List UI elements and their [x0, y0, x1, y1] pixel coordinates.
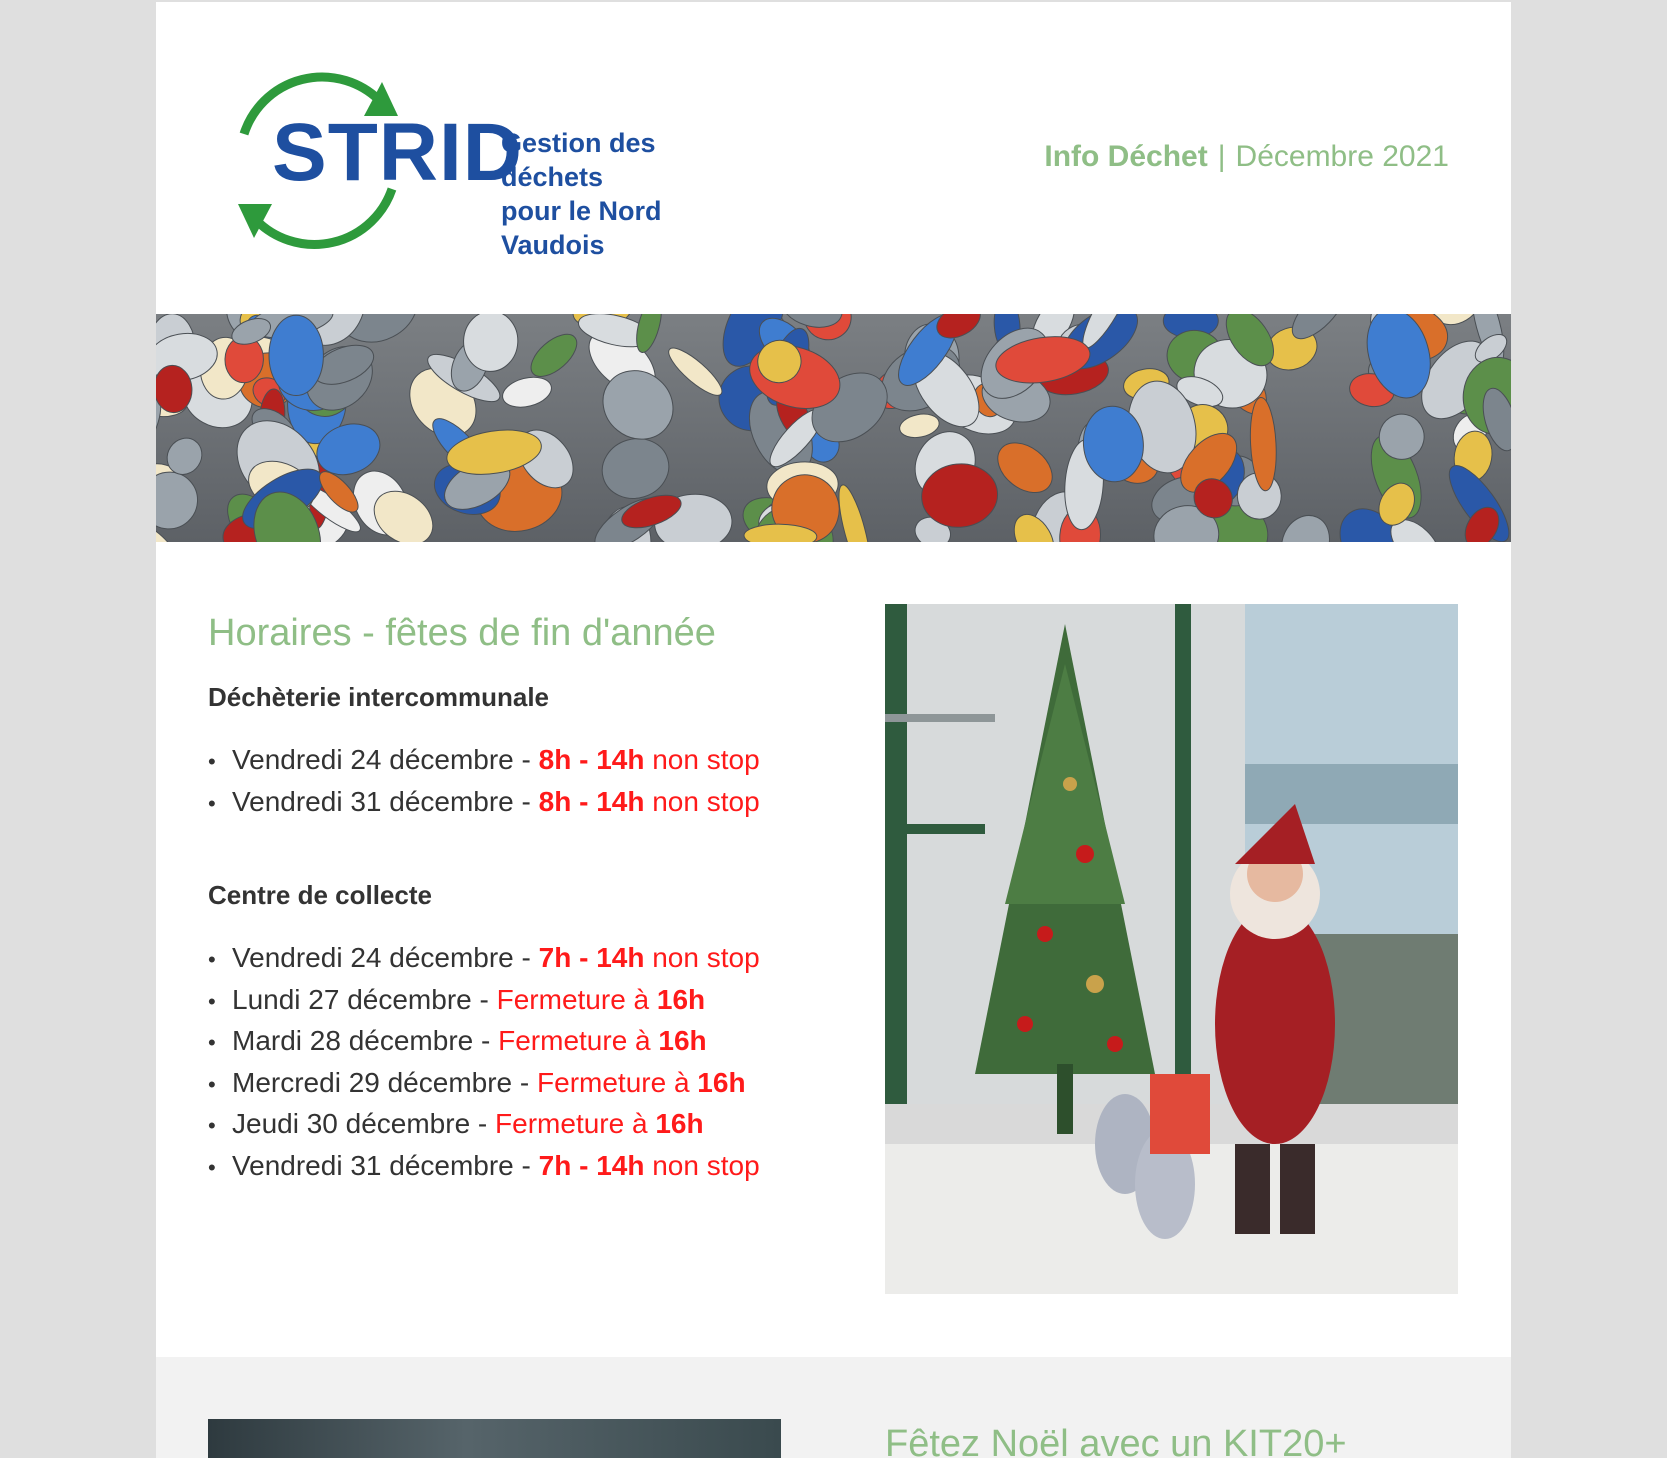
schedule-day: Jeudi 30 décembre	[232, 1108, 471, 1139]
issue-separator: |	[1217, 140, 1226, 173]
newsletter-page	[156, 2, 1511, 1458]
logo-wordmark: STRID	[272, 107, 523, 198]
schedule-note: Fermeture à	[498, 1025, 659, 1056]
schedule-day: Mardi 28 décembre	[232, 1025, 474, 1056]
schedule-note: non stop	[644, 785, 760, 817]
decheterie-schedule-list	[208, 740, 760, 823]
schedule-sep: -	[513, 942, 539, 973]
schedule-day: Vendredi 31 décembre	[232, 1149, 514, 1181]
logo-tagline	[501, 126, 734, 262]
schedule-day: Lundi 27 décembre	[232, 983, 472, 1015]
bullet-icon: •	[208, 749, 216, 774]
cans-banner-image	[156, 314, 1511, 542]
schedule-hours: 7h - 14h	[538, 1149, 645, 1181]
schedule-sep: -	[513, 744, 539, 775]
group-title-decheterie: Déchèterie intercommunale	[208, 682, 550, 712]
christmas-scene-picture	[885, 604, 1458, 1294]
schedule-sep: -	[513, 1149, 539, 1181]
schedule-sep: -	[512, 1066, 538, 1098]
schedule-hours: 16h	[656, 983, 706, 1015]
issue-label	[1044, 140, 1449, 174]
section-title: Horaires - fêtes de fin d'année	[208, 612, 716, 654]
kit-section-image	[208, 1419, 781, 1458]
schedule-hours: 16h	[658, 1025, 707, 1056]
crushed-cans-picture	[156, 314, 1511, 542]
schedule-day: Mercredi 29 décembre	[232, 1066, 513, 1098]
bullet-icon: •	[208, 1071, 216, 1097]
schedule-sep: -	[473, 1025, 499, 1056]
schedule-item	[208, 740, 760, 782]
schedule-hours: 7h - 14h	[538, 942, 645, 973]
holiday-hours-section	[156, 542, 1511, 1357]
schedule-note: non stop	[644, 942, 760, 973]
bullet-icon: •	[208, 947, 216, 972]
schedule-hours: 16h	[697, 1066, 746, 1098]
schedule-day: Vendredi 24 décembre	[232, 744, 514, 775]
schedule-day: Vendredi 31 décembre	[232, 785, 514, 817]
centre-collecte-schedule-list	[208, 938, 760, 1187]
kit-section	[156, 1357, 1511, 1458]
logo-tagline-line1: Gestion des déchets	[501, 128, 656, 192]
christmas-tree-photo	[885, 604, 1458, 1294]
strid-logo[interactable]	[214, 64, 734, 260]
schedule-day: Vendredi 24 décembre	[232, 942, 514, 973]
bullet-icon: •	[208, 988, 216, 1014]
logo-tagline-line2: pour le Nord Vaudois	[501, 196, 662, 260]
schedule-sep: -	[513, 785, 539, 817]
schedule-note: Fermeture à	[537, 1066, 698, 1098]
schedule-item	[208, 1021, 760, 1063]
schedule-item	[208, 938, 760, 980]
schedule-hours: 8h - 14h	[538, 785, 645, 817]
schedule-sep: -	[471, 983, 497, 1015]
bullet-icon: •	[208, 1154, 216, 1180]
group-title-centre-collecte: Centre de collecte	[208, 880, 432, 910]
kit-section-title: Fêtez Noël avec un KIT20+	[885, 1423, 1347, 1458]
schedule-note: Fermeture à	[496, 983, 657, 1015]
schedule-item	[208, 980, 760, 1022]
schedule-item	[208, 1146, 760, 1188]
issue-date: Décembre 2021	[1235, 140, 1449, 173]
bullet-icon: •	[208, 1030, 216, 1055]
schedule-item	[208, 1063, 760, 1105]
schedule-hours: 16h	[655, 1108, 704, 1139]
schedule-item	[208, 1104, 760, 1146]
schedule-note: non stop	[644, 744, 760, 775]
bullet-icon: •	[208, 1113, 216, 1138]
issue-name: Info Déchet	[1044, 140, 1208, 173]
schedule-item	[208, 782, 760, 824]
bullet-icon: •	[208, 790, 216, 816]
schedule-hours: 8h - 14h	[538, 744, 645, 775]
newsletter-header	[156, 2, 1511, 314]
schedule-note: non stop	[644, 1149, 760, 1181]
schedule-sep: -	[470, 1108, 496, 1139]
schedule-note: Fermeture à	[495, 1108, 656, 1139]
